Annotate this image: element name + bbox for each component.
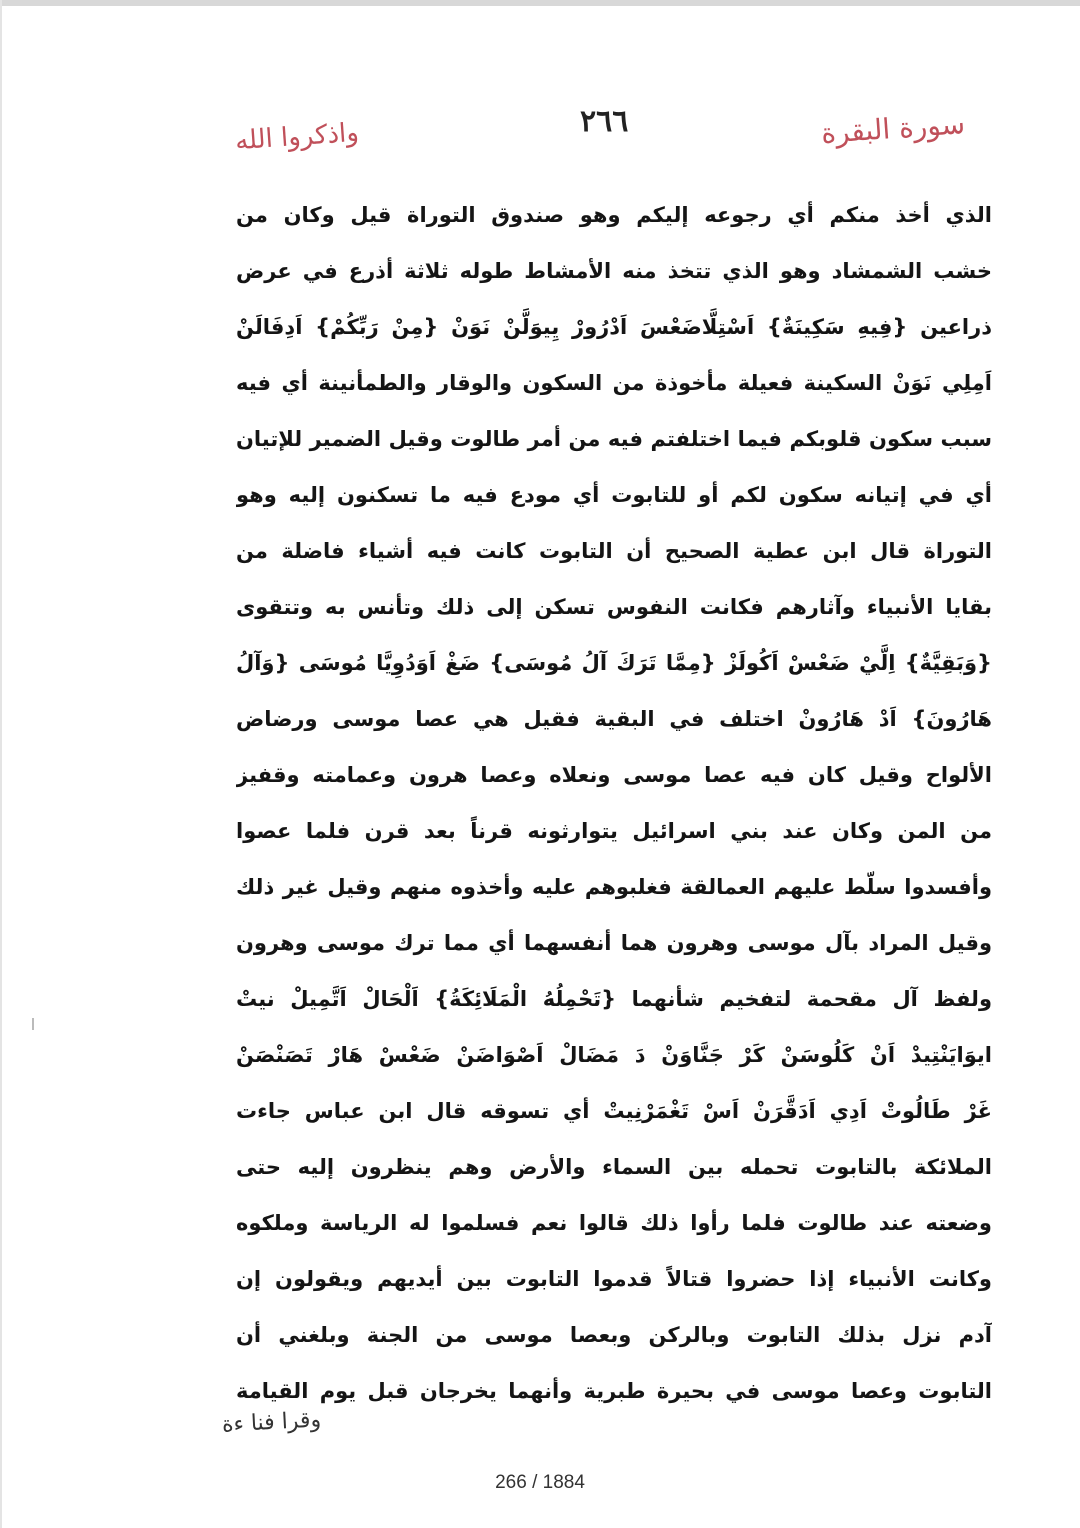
text-line: غَرْ طَالُوتْ اَدِي اَدَقَّرَنْ اَسْ تَغْمَرْنِيتْ أي تسوقه قال ابن عباس جاءت — [236, 1099, 992, 1123]
body-text — [236, 192, 992, 1424]
text-line: وقيل المراد بآل موسى وهرون هما أنفسهما أي مما ترك موسى وهرون — [236, 931, 992, 955]
text-line: {وَبَقِيَّةٌ} اِلَّيْ ضَعْسْ اَكُولَزْ {مِمَّا تَرَكَ آلُ مُوسَى} ضَغْ اَوَدُوِيَّا مُوسَى {وَآلُ — [236, 651, 992, 675]
page-counter: 266 / 1884 — [495, 1472, 585, 1493]
text-line: ذراعين {فِيهِ سَكِينَةٌ} اَسْتِلَّاضَعْسَ اَدْرُورْ يِيوَلَّنْ نَوَنْ {مِنْ رَبِّكُمْ} اَدِفَالَنْ — [236, 315, 992, 339]
text-line: أي في إتيانه سكون لكم أو للتابوت أي مودع فيه ما تسكنون إليه وهو — [236, 483, 992, 507]
text-line: الملائكة بالتابوت تحمله بين السماء والأرض وهم ينظرون إليه حتى — [236, 1155, 992, 1179]
text-line: آدم نزل بذلك التابوت وبالركن وبعصا موسى من الجنة وبلغني أن — [236, 1323, 992, 1347]
margin-mark — [32, 1018, 34, 1030]
text-line: وضعته عند طالوت فلما رأوا ذلك قالوا نعم فسلموا له الرياسة وملكوه — [236, 1211, 992, 1235]
scan-left-edge — [0, 0, 2, 1528]
text-line: من المن وكان عند بني اسرائيل يتوارثونه قرناً بعد قرن فلما عصوا — [236, 819, 992, 843]
scan-top-edge — [0, 0, 1080, 6]
handwritten-annotation-right: سورة البقرة — [819, 107, 966, 150]
handwritten-annotation-left: واذكروا الله — [234, 117, 360, 157]
text-line: التابوت وعصا موسى في بحيرة طبرية وأنهما يخرجان قبل يوم القيامة — [236, 1379, 992, 1403]
text-line: التوراة قال ابن عطية الصحيح أن التابوت كانت فيه أشياء فاضلة من — [236, 539, 992, 563]
text-line: الألواح وقيل كان فيه عصا موسى ونعلاه وعصا هرون وعمامته وقفيز — [236, 763, 992, 787]
text-line: ايوَايَنْتِيدْ اَنْ كَلُوسَنْ كَرْ جَنَّاوَنْ دَ مَضَالْ اَصْوَاضَنْ ضَعْسْ هَارْ تَصَنْصَنْ — [236, 1043, 992, 1067]
text-line: خشب الشمشاد وهو الذي تتخذ منه الأمشاط طوله ثلاثة أذرع في عرض — [236, 259, 992, 283]
text-line: وأفسدوا سلّط عليهم العمالقة فغلبوهم عليه وأخذوه منهم وقيل غير ذلك — [236, 875, 992, 899]
handwritten-footer-note: وقرا فنا ءة — [221, 1407, 322, 1438]
text-line: اَمِلِي نَوَنْ السكينة فعيلة مأخوذة من السكون والوقار والطمأنينة أي فيه — [236, 371, 992, 395]
text-line: بقايا الأنبياء وآثارهم فكانت النفوس تسكن إلى ذلك وتأنس به وتتقوى — [236, 595, 992, 619]
text-line: وكانت الأنبياء إذا حضروا قتالاً قدموا التابوت بين أيديهم ويقولون إن — [236, 1267, 992, 1291]
text-line: الذي أخذ منكم أي رجوعه إليكم وهو صندوق التوراة قيل وكان من — [236, 203, 992, 227]
page-header — [225, 100, 965, 170]
text-line: سبب سكون قلوبكم فيما اختلفتم فيه من أمر طالوت وقيل الضمير للإتيان — [236, 427, 992, 451]
text-line: ولفظ آل مقحمة لتفخيم شأنهما {تَحْمِلُهُ الْمَلَائِكَةُ} اَلْحَالْ اَتَّمِيلْ نيتْ — [236, 987, 992, 1011]
page-number: ٢٦٦ — [580, 104, 629, 139]
text-line: هَارُونَ} اَدْ هَارُونْ اختلف في البقية فقيل هي عصا موسى ورضاض — [236, 707, 992, 731]
